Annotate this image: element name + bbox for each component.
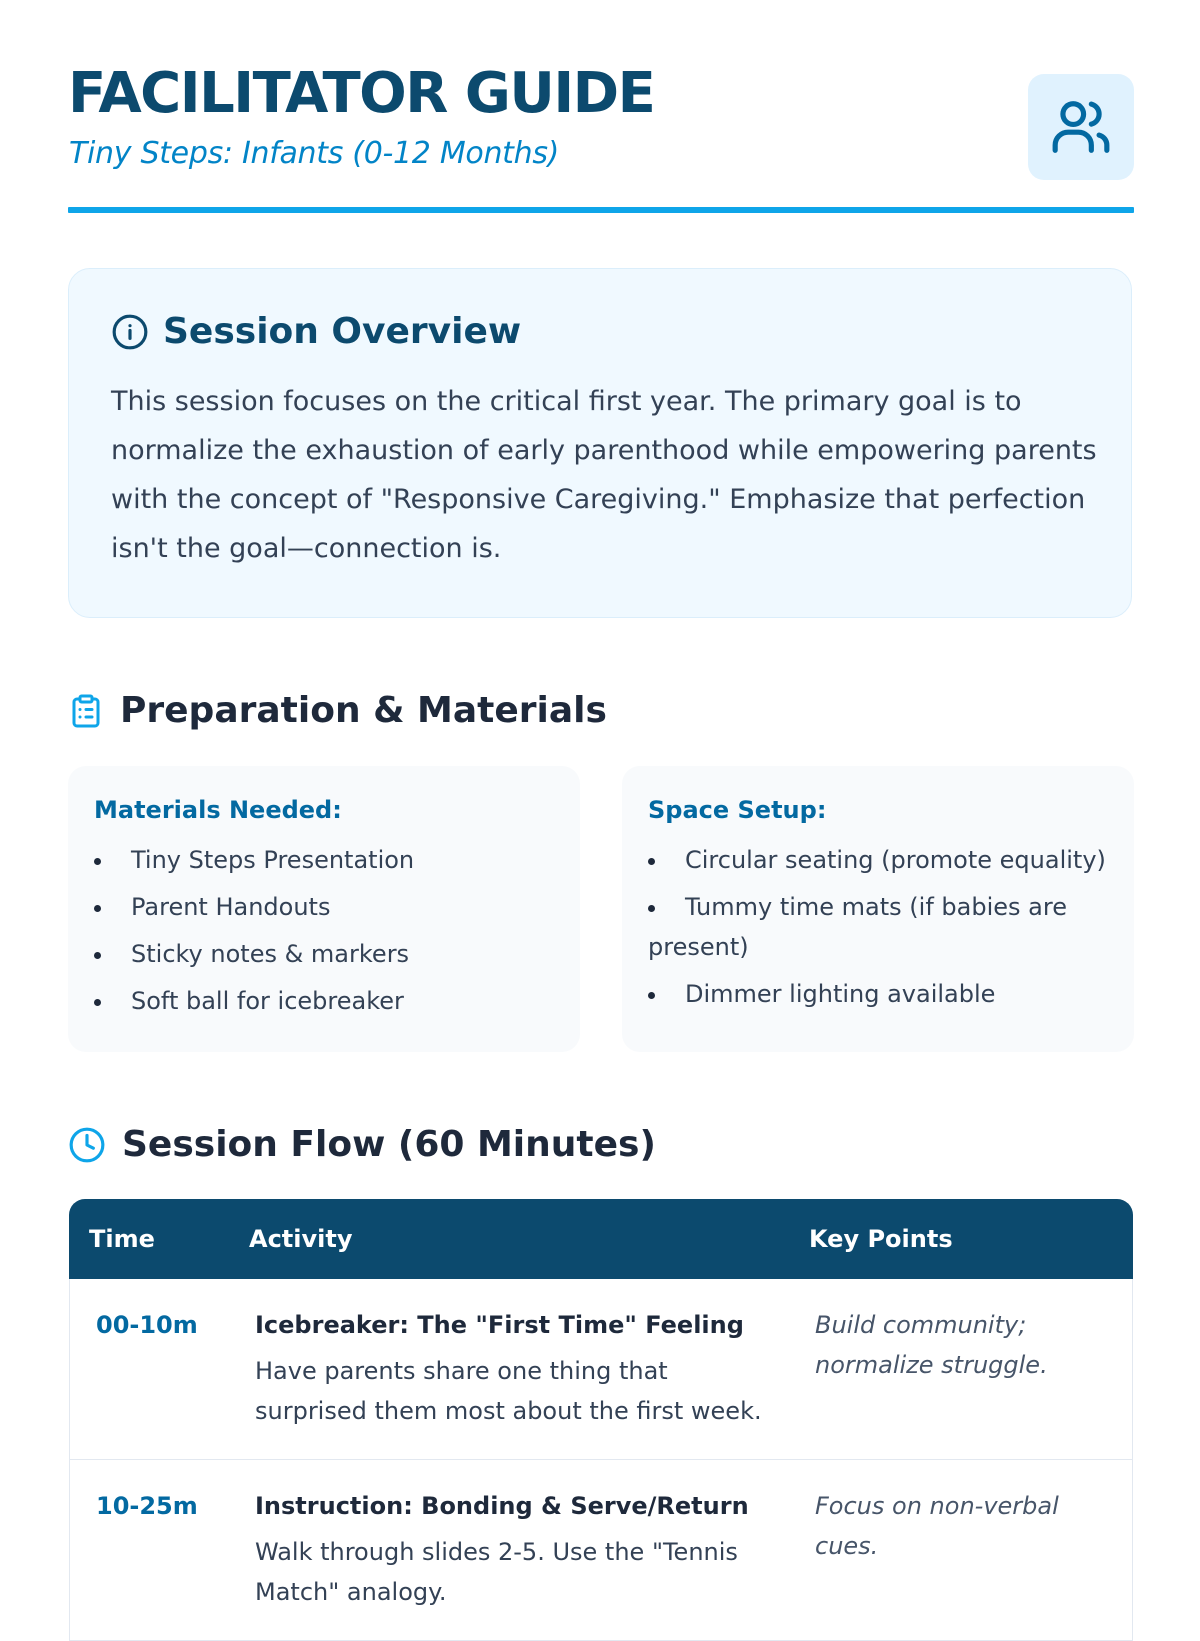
column-header-time: Time — [69, 1199, 229, 1279]
preparation-heading — [68, 690, 607, 731]
document-subtitle: Tiny Steps: Infants (0-12 Months) — [69, 136, 560, 171]
preparation-heading-text: Preparation & Materials — [120, 690, 607, 731]
activity-description: Have parents share one thing that surprised them most about the first week. — [255, 1357, 762, 1425]
overview-text: This session focuses on the critical first year. The primary goal is to normalize the exhaustion of early parenthood while empowering parents with the concept of "Responsive Caregiving." Emphasize that perfection isn't the goal—connection is. — [111, 386, 1097, 564]
list-item: Sticky notes & markers — [94, 934, 554, 974]
list-item: Parent Handouts — [94, 887, 554, 927]
overview-heading — [111, 311, 521, 352]
clock-icon — [68, 1126, 106, 1164]
space-setup-title: Space Setup: — [648, 796, 827, 824]
time-cell: 00-10m — [69, 1279, 229, 1460]
session-flow-heading — [68, 1124, 656, 1165]
header-divider — [68, 207, 1134, 213]
column-header-activity: Activity — [229, 1199, 789, 1279]
activity-cell — [229, 1279, 789, 1460]
materials-list — [94, 840, 554, 1021]
key-points-cell: Build community; normalize struggle. — [789, 1279, 1133, 1460]
users-icon — [1050, 96, 1112, 158]
list-item: Dimmer lighting available — [648, 974, 1108, 1014]
activity-description: Walk through slides 2-5. Use the "Tennis Match" analogy. — [255, 1538, 738, 1606]
header-icon-badge — [1028, 74, 1134, 180]
materials-title: Materials Needed: — [94, 796, 342, 824]
column-header-key-points: Key Points — [789, 1199, 1133, 1279]
key-points-cell: Focus on non-verbal cues. — [789, 1460, 1133, 1641]
clipboard-icon — [68, 693, 104, 729]
info-icon — [111, 313, 149, 351]
space-setup-list — [648, 840, 1108, 1014]
table-row — [69, 1279, 1133, 1460]
session-flow-heading-text: Session Flow (60 Minutes) — [122, 1124, 656, 1165]
space-setup-card — [622, 766, 1134, 1052]
list-item: Soft ball for icebreaker — [94, 981, 554, 1021]
activity-title: Instruction: Bonding & Serve/Return — [255, 1492, 749, 1520]
session-overview-panel — [68, 268, 1132, 618]
activity-title: Icebreaker: The "First Time" Feeling — [255, 1311, 744, 1339]
list-item: Circular seating (promote equality) — [648, 840, 1108, 880]
list-item: Tummy time mats (if babies are present) — [648, 887, 1108, 967]
document-header — [68, 0, 1134, 214]
session-flow-table — [69, 1199, 1133, 1641]
activity-cell — [229, 1460, 789, 1641]
table-row — [69, 1460, 1133, 1641]
document-title: FACILITATOR GUIDE — [68, 61, 655, 126]
time-cell: 10-25m — [69, 1460, 229, 1641]
list-item: Tiny Steps Presentation — [94, 840, 554, 880]
materials-card — [68, 766, 580, 1052]
overview-heading-text: Session Overview — [163, 311, 522, 352]
table-header-row — [69, 1199, 1133, 1279]
